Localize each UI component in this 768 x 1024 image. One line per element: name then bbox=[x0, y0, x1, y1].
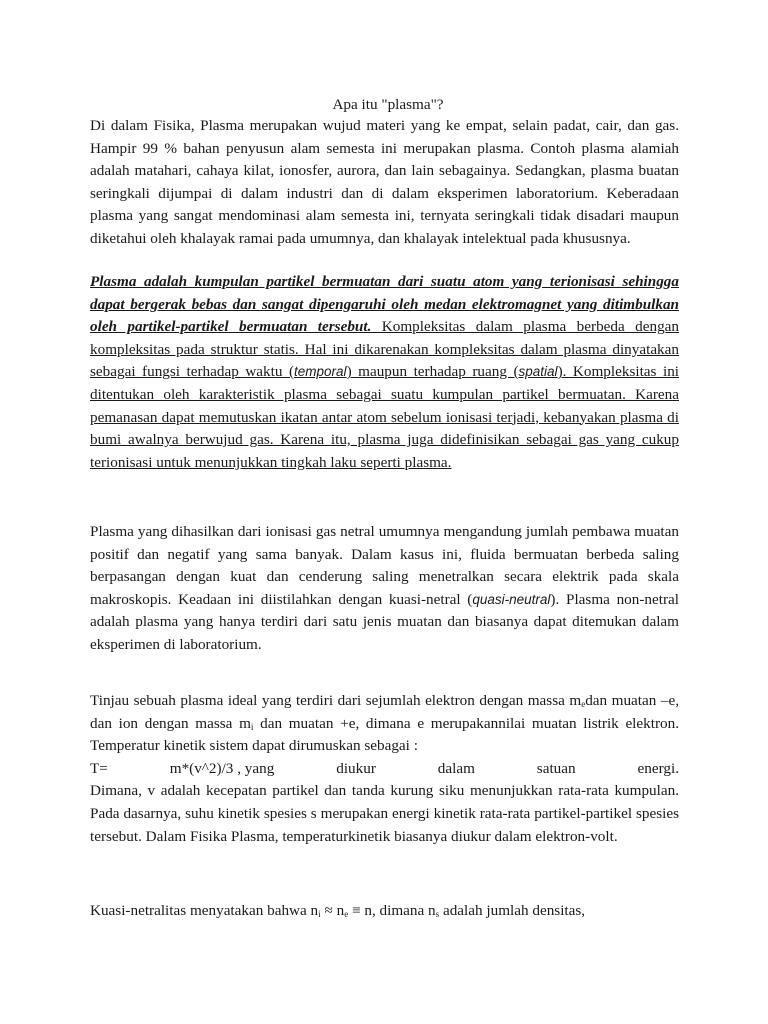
term-spatial: spatial bbox=[518, 364, 558, 380]
formula-part: dalam bbox=[437, 759, 475, 777]
temperature-text-2: dan muatan –e, dan ion dengan massa m bbox=[90, 692, 679, 732]
quasi-text-3: ≡ n, dimana n bbox=[348, 902, 436, 919]
subscript-e: e bbox=[581, 699, 586, 709]
subscript-e: e bbox=[344, 909, 349, 919]
temperature-explanation: Dimana, v adalah kecepatan partikel dan tanda kurung siku menunjukkan rata-rata kumpulan. Pada dasarnya, suhu kinetik spesies s merupakan energi kinetik rata-rata partikel-partikel spesies tersebut. Dalam Fisika Plasma, temperaturkinetik biasanya diukur dalam elektron-volt. bbox=[90, 782, 679, 845]
temperature-text-1: Tinjau sebuah plasma ideal yang terdiri dari sejumlah elektron dengan massa m bbox=[90, 692, 582, 709]
quasi-text-2: ≈ n bbox=[320, 902, 345, 919]
quasi-text-1: Kuasi-netralitas menyatakan bahwa n bbox=[90, 902, 319, 919]
subscript-i: i bbox=[318, 909, 321, 919]
paragraph-intro: Di dalam Fisika, Plasma merupakan wujud materi yang ke empat, selain padat, cair, dan gas. Hampir 99 % bahan penyusun alam semesta ini merupakan plasma. Contoh plasma alamiah adalah matahari, cahaya kilat, ionosfer, aurora, dan lain sebagainya. Sedangkan, plasma buatan seringkali dijumpai di dalam industri dan di dalam eksperimen laboratorium. Keberadaan plasma yang sangat mendominasi alam semesta ini, ternyata seringkali tidak disadari maupun diketahui oleh khalayak ramai pada umumnya, dan khalayak intelektual pada khususnya. bbox=[90, 117, 679, 247]
paragraph-temperature bbox=[90, 690, 679, 848]
formula-part: diukur bbox=[336, 759, 376, 777]
term-temporal: temporal bbox=[294, 364, 347, 380]
formula-part: satuan bbox=[536, 759, 576, 777]
formula-part: m*(v^2)/3 , yang bbox=[169, 759, 275, 777]
quasi-text-4: adalah jumlah densitas, bbox=[439, 902, 586, 919]
definition-body-c: ). Kompleksitas ini ditentukan oleh karakteristik plasma sebagai suatu kumpulan partikel bermuatan. Karena pemanasan dapat memutuskan ikatan antar atom sebelum ionisasi terjadi, kebanyakan plasma di bumi awalnya berwujud gas. Karena itu, plasma juga didefinisikan sebagai gas yang cukup terionisasi untuk menunjukkan tingkah laku seperti plasma. bbox=[90, 363, 680, 471]
quasi-neutral-text-b: ). Plasma non-netral adalah plasma yang hanya terdiri dari satu jenis muatan dan biasanya dapat ditemukan dalam eksperimen di laboratorium. bbox=[90, 590, 680, 653]
subscript-s: s bbox=[435, 909, 440, 919]
formula-row bbox=[90, 758, 679, 781]
definition-text: Plasma adalah kumpulan partikel bermuatan dari suatu atom yang terionisasi sehingga dapat bergerak bebas dan sangat dipengaruhi oleh medan elektromagnet yang ditimbulkan oleh partikel-partikel bermuatan tersebut. bbox=[90, 273, 679, 336]
subscript-i: i bbox=[250, 721, 254, 732]
quasi-neutral-text-a: Plasma yang dihasilkan dari ionisasi gas netral umumnya mengandung jumlah pembawa muatan positif dan negatif yang sama banyak. Dalam kasus ini, fluida bermuatan berbeda saling berpasangan dengan kuat dan cenderung saling menetralkan secara elektrik pada skala makroskopis. Keadaan ini diistilahkan dengan kuasi-netral ( bbox=[90, 523, 679, 608]
formula-part: energi. bbox=[637, 759, 679, 777]
definition-body-a: Kompleksitas dalam plasma berbeda dengan kompleksitas pada struktur statis. Hal ini dikarenakan kompleksitas dalam plasma dinyatakan sebagai fungsi terhadap waktu ( bbox=[90, 318, 679, 381]
document-title: Apa itu "plasma"? bbox=[332, 96, 444, 113]
temperature-intro bbox=[90, 690, 679, 758]
paragraph-quasi-neutral bbox=[90, 521, 679, 657]
paragraph-definition bbox=[90, 271, 679, 474]
formula-part: T= bbox=[90, 759, 108, 777]
paragraph-quasi-neutrality bbox=[90, 900, 679, 923]
term-quasi-neutral: quasi-neutral bbox=[472, 591, 551, 607]
temperature-text-3: dan muatan +e, dimana e merupakannilai muatan listrik elektron. Temperatur kinetik sistem dapat dirumuskan sebagai : bbox=[90, 714, 680, 755]
definition-body-b: ) maupun terhadap ruang ( bbox=[346, 363, 519, 381]
